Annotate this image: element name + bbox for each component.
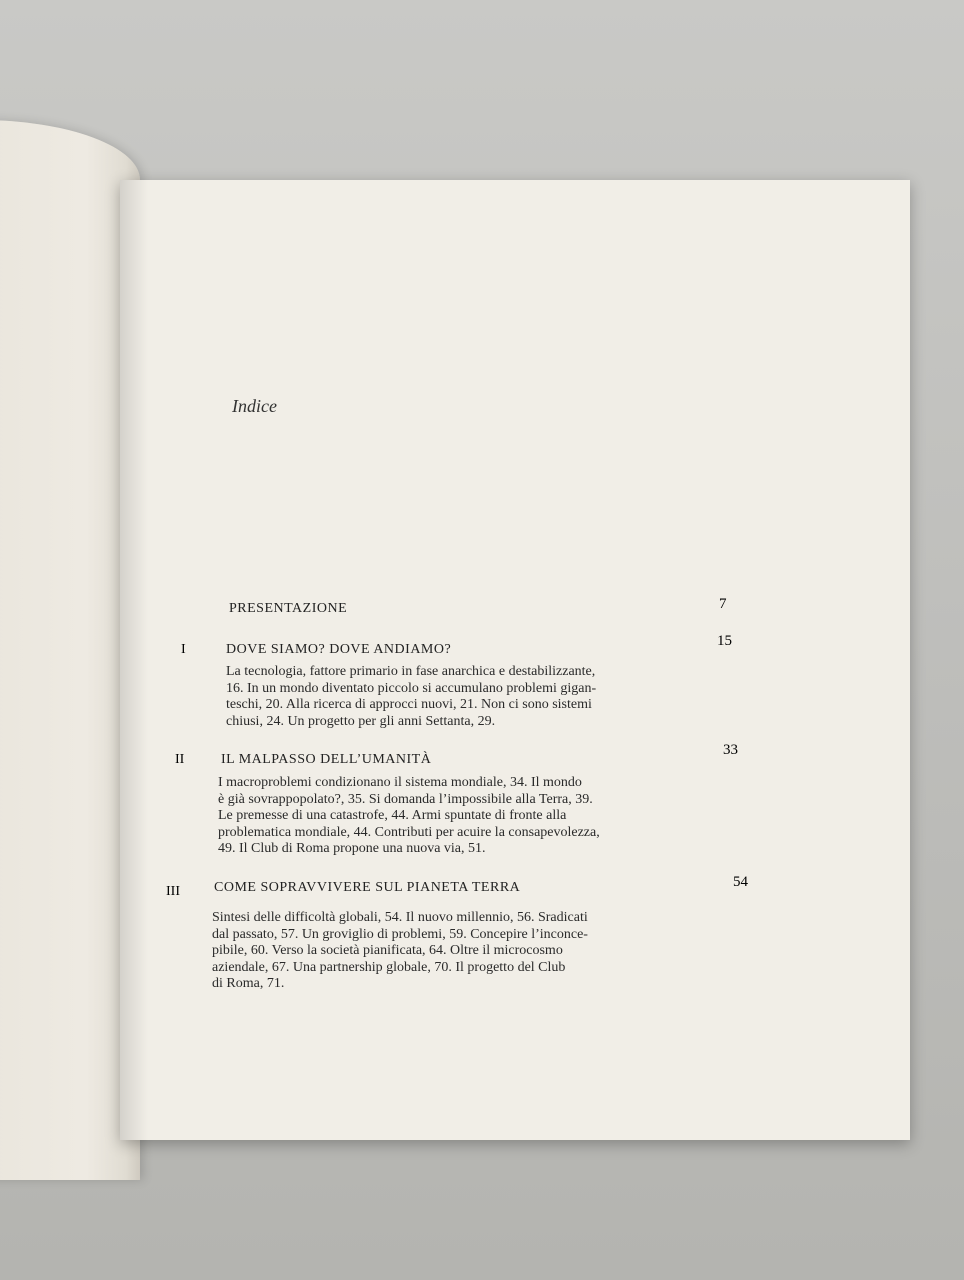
left-page xyxy=(0,120,140,1180)
desc-line: teschi, 20. Alla ricerca di approcci nuovi, 21. Non ci sono sistemi xyxy=(226,697,592,712)
desc-line: La tecnologia, fattore primario in fase anarchica e destabilizzante, xyxy=(226,664,596,679)
entry-roman: I xyxy=(181,642,186,657)
desc-line: 49. Il Club di Roma propone una nuova via, 51. xyxy=(218,841,486,856)
index-title: Indice xyxy=(232,396,277,416)
desc-line: 16. In un mondo diventato piccolo si accumulano problemi gigan- xyxy=(226,680,597,696)
entry-page: 33 xyxy=(723,742,738,758)
entry-roman: III xyxy=(166,884,180,899)
desc-line: è già sovrappopolato?, 35. Si domanda l’impossibile alla Terra, 39. xyxy=(218,791,593,807)
desc-line: dal passato, 57. Un groviglio di problemi, 59. Concepire l’inconce- xyxy=(212,926,588,942)
entry-title: COME SOPRAVVIVERE SUL PIANETA TERRA xyxy=(214,880,521,895)
entry-title: PRESENTAZIONE xyxy=(229,601,348,616)
entry-description xyxy=(212,910,712,993)
entry-page: 7 xyxy=(719,596,727,612)
right-page xyxy=(120,180,910,1140)
desc-line: pibile, 60. Verso la società pianificata, 64. Oltre il microcosmo xyxy=(212,943,563,958)
entry-title: DOVE SIAMO? DOVE ANDIAMO? xyxy=(226,642,452,657)
page-gutter-shadow xyxy=(120,180,148,1140)
entry-description xyxy=(226,664,708,730)
desc-line: problematica mondiale, 44. Contributi per acuire la consapevolezza, xyxy=(218,824,600,840)
desc-line: aziendale, 67. Una partnership globale, 70. Il progetto del Club xyxy=(212,959,566,975)
desc-line: I macroproblemi condizionano il sistema mondiale, 34. Il mondo xyxy=(218,775,582,790)
desc-line: Le premesse di una catastrofe, 44. Armi spuntate di fronte alla xyxy=(218,808,567,823)
entry-roman: II xyxy=(175,752,185,767)
entry-page: 15 xyxy=(717,633,732,649)
entry-title: IL MALPASSO DELL’UMANITÀ xyxy=(221,752,432,767)
desc-line: Sintesi delle difficoltà globali, 54. Il nuovo millennio, 56. Sradicati xyxy=(212,910,588,925)
entry-page: 54 xyxy=(733,874,748,890)
entry-description xyxy=(218,775,710,858)
desc-line: di Roma, 71. xyxy=(212,976,285,991)
desc-line: chiusi, 24. Un progetto per gli anni Settanta, 29. xyxy=(226,713,496,729)
